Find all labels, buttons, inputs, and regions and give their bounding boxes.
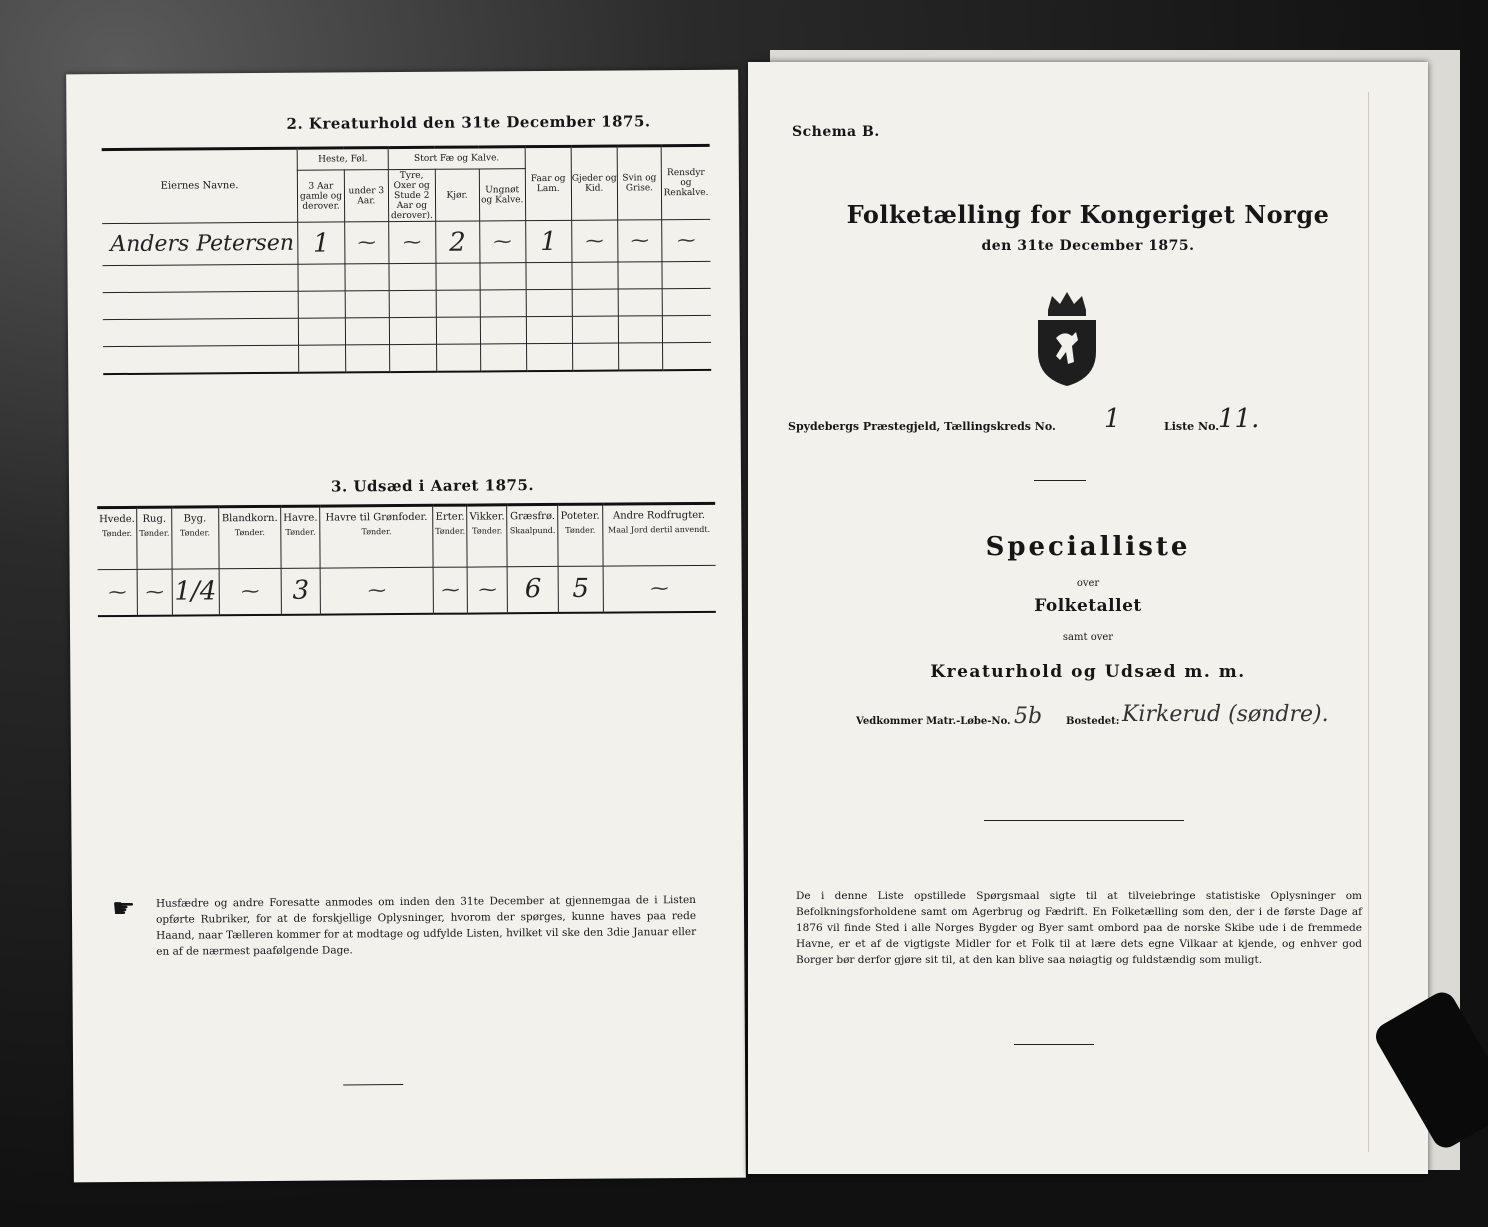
edge-line <box>1368 92 1369 1152</box>
seed-header-cell <box>218 506 281 568</box>
folketallet-title: Folketallet <box>1034 596 1142 616</box>
seed-value: ⁓ <box>367 579 386 602</box>
seed-header-cell <box>320 505 434 568</box>
liste-label: Liste No. <box>1164 420 1220 433</box>
owner-header: Eiernes Navne. <box>160 180 239 192</box>
table-row <box>98 565 716 615</box>
divider <box>1034 480 1086 481</box>
cell-value: 1 <box>312 228 330 259</box>
cell-value: ⁓ <box>493 231 512 253</box>
footnote: Husfædre og andre Foresatte anmodes om inden den 31te December at gjennemgaa de i Listen opførte Rubriker, for at de forskjellige Oplysninger, hvorom der spørges, kunne haves paa rede Haand, naar Tælleren kommer for at modtage og udfylde Listen, hvilket vil ske den 3die Januar eller en af de nærmest paafølgende Dage. <box>155 893 697 958</box>
seed-col-name: Erter. <box>435 511 465 523</box>
col-horses-under3: under 3 Aar. <box>348 185 385 206</box>
cell-value: 2 <box>449 227 466 258</box>
explanation-paragraph: De i denne Liste opstillede Spørgsmaal sigte til at tilveiebringe statistiske Oplysninger om Befolkningsforholdene samt om Agerbrug og Fædrift. En Folketælling som den, der i de første Dage af 1876 vil finde Sted i alle Norges Bygder og Byer samt ombord paa de norske Skibe ude i de fremmede Havne, er et af de vigtigste Midler for et Folk til at lære dets egne Vilkaar at kjende, og enhver god Borger bør derfor gjøre sit til, at den kan blive saa nøiagtig og fuldstændig som muligt. <box>796 890 1362 966</box>
seed-header-cell <box>281 506 320 568</box>
seed-col-name: Vikker. <box>469 511 505 523</box>
tellingskreds-no: 1 <box>1104 404 1121 434</box>
seed-value-cell <box>507 566 559 612</box>
seed-col-unit: Skaalpund. <box>509 525 556 536</box>
census-date: den 31te December 1875. <box>981 238 1195 254</box>
seed-value: ⁓ <box>241 580 260 602</box>
seed-col-name: Havre til Grønfoder. <box>325 511 428 524</box>
seed-value: 1/4 <box>174 576 217 607</box>
cell-value: ⁓ <box>585 230 604 252</box>
seed-value: ⁓ <box>108 581 127 603</box>
parish-label: Spydebergs Præstegjeld, Tællingskreds No. <box>788 420 1056 433</box>
seed-col-name: Hvede. <box>99 513 135 526</box>
table-row <box>103 342 711 373</box>
livestock-table <box>102 144 712 375</box>
col-cows: Kjør. <box>446 190 468 201</box>
right-page <box>748 62 1428 1174</box>
seed-value-cell <box>468 567 508 613</box>
seed-value-cell <box>98 569 138 615</box>
cell-value: 1 <box>540 226 558 257</box>
divider <box>343 1084 403 1085</box>
seed-col-name: Havre. <box>283 512 318 524</box>
seed-col-unit: Tønder. <box>472 526 503 536</box>
owner-name: Anders Petersen <box>110 230 295 258</box>
seed-col-name: Græsfrø. <box>510 510 555 523</box>
cattle-header: Stort Fæ og Kalve. <box>414 153 500 164</box>
coat-of-arms-icon <box>1030 290 1104 388</box>
kreaturhold-title: Kreaturhold og Udsæd m. m. <box>930 662 1246 682</box>
seed-col-unit: Tønder. <box>435 526 466 536</box>
seed-value: 3 <box>292 575 310 607</box>
seed-value: ⁓ <box>650 577 669 600</box>
seed-header-cell <box>433 505 468 567</box>
samt-over-text: samt over <box>1062 632 1114 643</box>
seed-header-cell <box>467 505 507 567</box>
seed-value-cell <box>433 567 467 613</box>
seed-value-cell <box>281 568 320 614</box>
bostedet-label: Bostedet: <box>1066 716 1120 727</box>
seed-value: ⁓ <box>441 579 460 601</box>
divider <box>1014 1044 1094 1045</box>
bostedet-value: Kirkerud (søndre). <box>1122 702 1329 727</box>
col-young-cattle: Ungnøt og Kalve. <box>481 184 524 205</box>
seed-col-unit: Maal Jord dertil anvendt. <box>607 524 711 535</box>
table-row <box>102 261 710 292</box>
matr-no: 5b <box>1014 704 1043 729</box>
section2-title: 2. Kreaturhold den 31te December 1875. <box>286 112 651 133</box>
divider <box>984 820 1184 821</box>
col-sheep: Faar og Lam. <box>530 173 566 195</box>
seed-col-unit: Tønder. <box>102 528 133 539</box>
seed-col-name: Blandkorn. <box>221 512 278 525</box>
col-bulls: Tyre, Oxer og Stude 2 Aar og derover). <box>390 170 433 221</box>
seed-col-unit: Tønder. <box>234 527 265 538</box>
col-reindeer: Rensdyr og Renkalve. <box>663 167 709 199</box>
liste-no: 11. <box>1218 404 1260 434</box>
seed-header-cell <box>507 504 559 566</box>
left-page <box>66 70 746 1183</box>
seed-col-name: Andre Rodfrugter. <box>612 509 706 522</box>
seed-col-name: Byg. <box>183 513 207 525</box>
census-title: Folketælling for Kongeriget Norge <box>846 200 1330 229</box>
pointing-hand-icon: ☛ <box>111 893 136 925</box>
col-horses-3plus: 3 Aar gamle og derover. <box>300 180 342 212</box>
section3-title: 3. Udsæd i Aaret 1875. <box>330 476 535 496</box>
seed-col-name: Rug. <box>142 513 167 525</box>
seed-header-cell <box>171 507 219 569</box>
table-row <box>103 288 711 319</box>
matr-label: Vedkommer Matr.-Løbe-No. <box>856 716 1011 727</box>
seed-value-cell <box>172 569 219 615</box>
cell-value: ⁓ <box>630 230 649 252</box>
seed-col-unit: Tønder. <box>285 527 316 537</box>
seed-col-unit: Tønder. <box>139 528 170 538</box>
seed-col-unit: Tønder. <box>565 525 596 535</box>
seed-col-unit: Tønder. <box>179 528 211 538</box>
seed-header-cell <box>137 507 172 569</box>
seed-value: 6 <box>524 574 542 605</box>
seed-value-cell <box>320 567 434 614</box>
seed-header-cell <box>558 504 603 566</box>
seed-col-name: Poteter. <box>560 510 600 522</box>
cell-value: ⁓ <box>357 232 376 254</box>
cell-value: ⁓ <box>403 231 422 254</box>
over-text: over <box>1076 578 1100 589</box>
table-row <box>102 219 710 265</box>
seed-header-cell <box>97 507 137 569</box>
seed-col-unit: Tønder. <box>361 527 392 537</box>
schema-label: Schema B. <box>792 124 880 140</box>
seed-table <box>97 502 716 617</box>
seed-value: ⁓ <box>145 581 164 603</box>
seed-value: 5 <box>572 573 590 605</box>
seed-value-cell <box>603 565 716 612</box>
col-pigs: Svin og Grise. <box>622 173 657 194</box>
seed-value-cell <box>219 568 282 614</box>
seed-value: ⁓ <box>478 579 497 601</box>
specialliste-title: Specialliste <box>985 532 1191 562</box>
col-goats: Gjeder og Kid. <box>571 173 617 194</box>
seed-value-cell <box>558 566 602 612</box>
seed-value-cell <box>138 569 172 615</box>
cell-value: ⁓ <box>677 229 696 252</box>
seed-header-cell <box>602 503 715 566</box>
table-row <box>103 315 711 346</box>
horses-header: Heste, Føl. <box>318 154 368 165</box>
